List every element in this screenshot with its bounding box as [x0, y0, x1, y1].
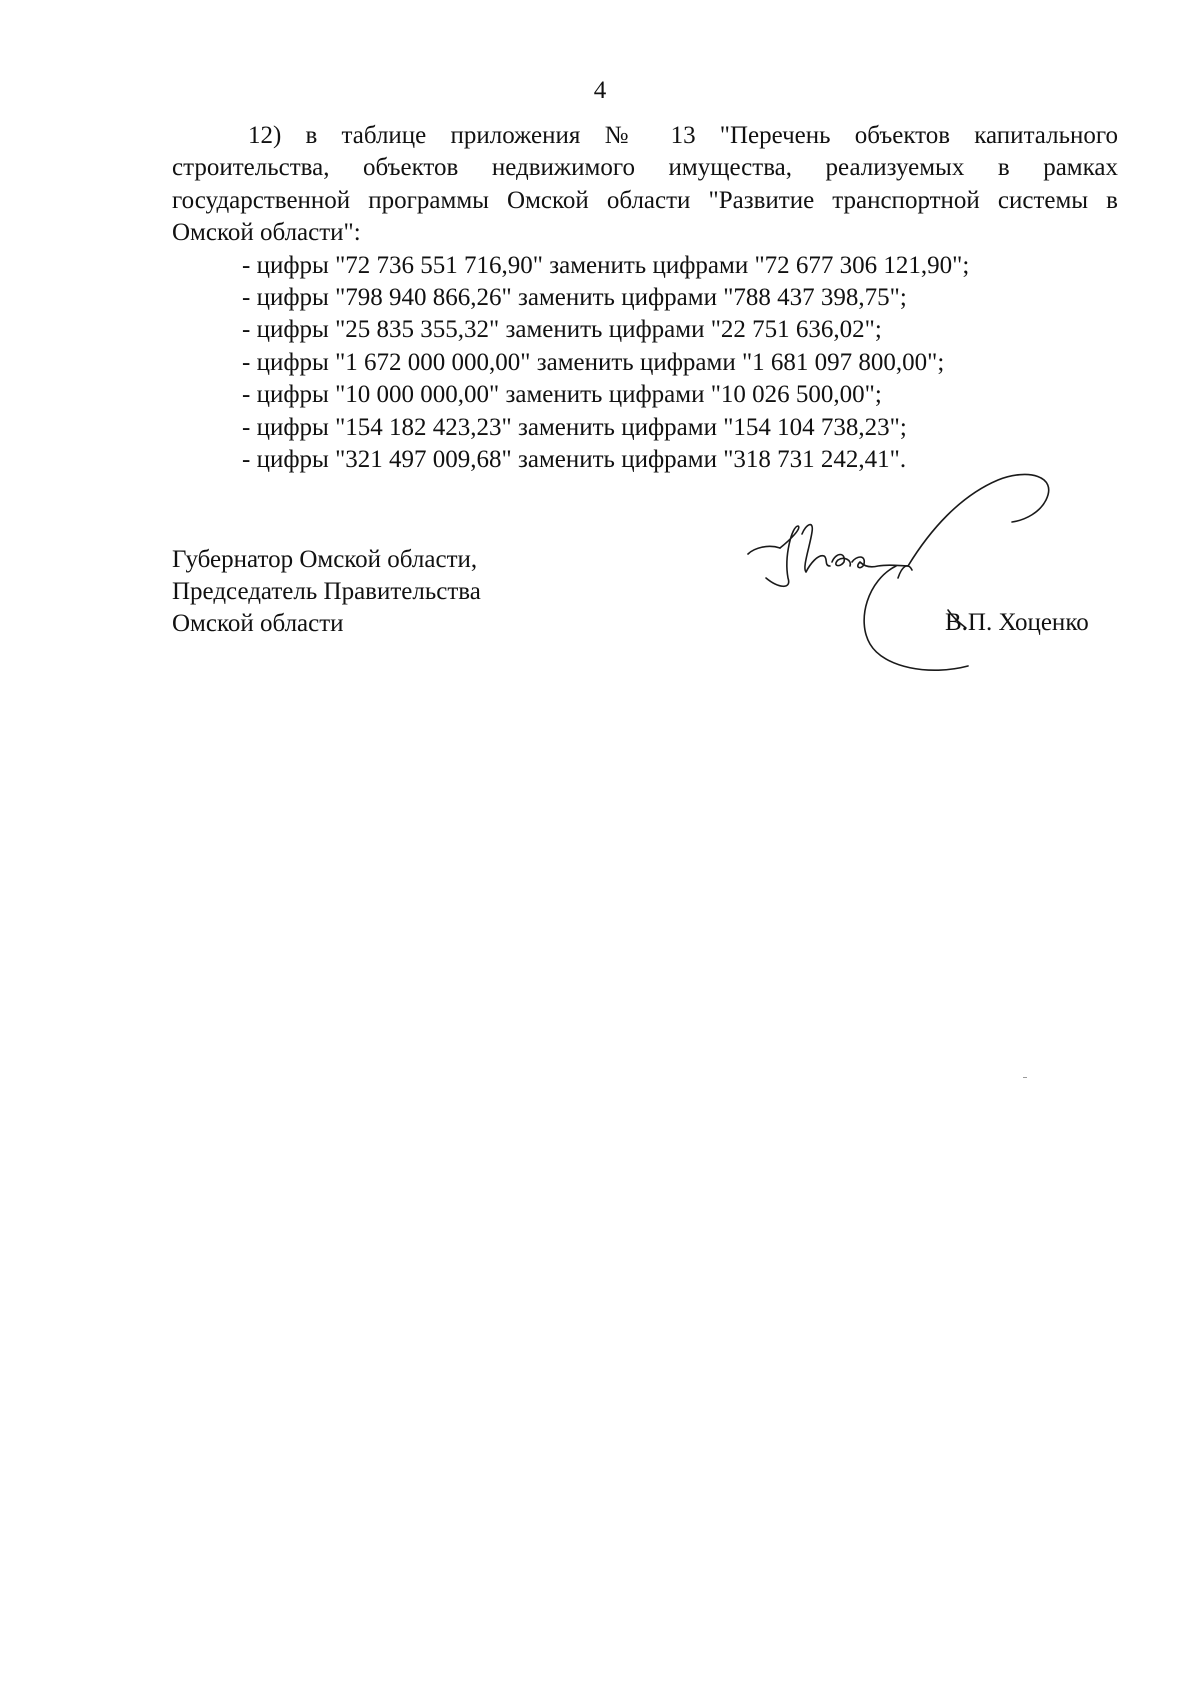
replacement-list: [172, 250, 1118, 477]
signatory-title: [172, 544, 481, 640]
document-body: [172, 120, 1118, 476]
signatory-title-line: Председатель Правительства: [172, 578, 481, 605]
signatory-title-line: Омской области: [172, 610, 344, 637]
replacement-item: - цифры "1 672 000 000,00" заменить цифрами "1 681 097 800,00";: [242, 348, 945, 376]
page-number: 4: [593, 77, 607, 104]
handwritten-signature-icon: [740, 470, 1100, 680]
replacement-item: - цифры "154 182 423,23" заменить цифрами "154 104 738,23";: [242, 413, 907, 441]
replacement-item: - цифры "72 736 551 716,90" заменить цифрами "72 677 306 121,90";: [242, 251, 970, 279]
replacement-item: - цифры "798 940 866,26" заменить цифрами "788 437 398,75";: [242, 284, 907, 312]
replacement-item: - цифры "25 835 355,32" заменить цифрами "22 751 636,02";: [242, 316, 882, 344]
replacement-item: - цифры "321 497 009,68" заменить цифрами "318 731 242,41".: [242, 446, 907, 474]
signatory-title-line: Губернатор Омской области,: [172, 546, 478, 573]
replacement-item: - цифры "10 000 000,00" заменить цифрами "10 026 500,00";: [242, 381, 882, 409]
signatory-name: В.П. Хоценко: [945, 609, 1089, 636]
intro-paragraph: 12) в таблице приложения № 13 "Перечень объектов капитального строительства, объектов недвижимого имущества, реализуемых в рамках государственной программы Омской области "Развитие транспортной системы в Омской области":: [172, 122, 1118, 247]
scan-artifact: [1023, 1077, 1027, 1078]
